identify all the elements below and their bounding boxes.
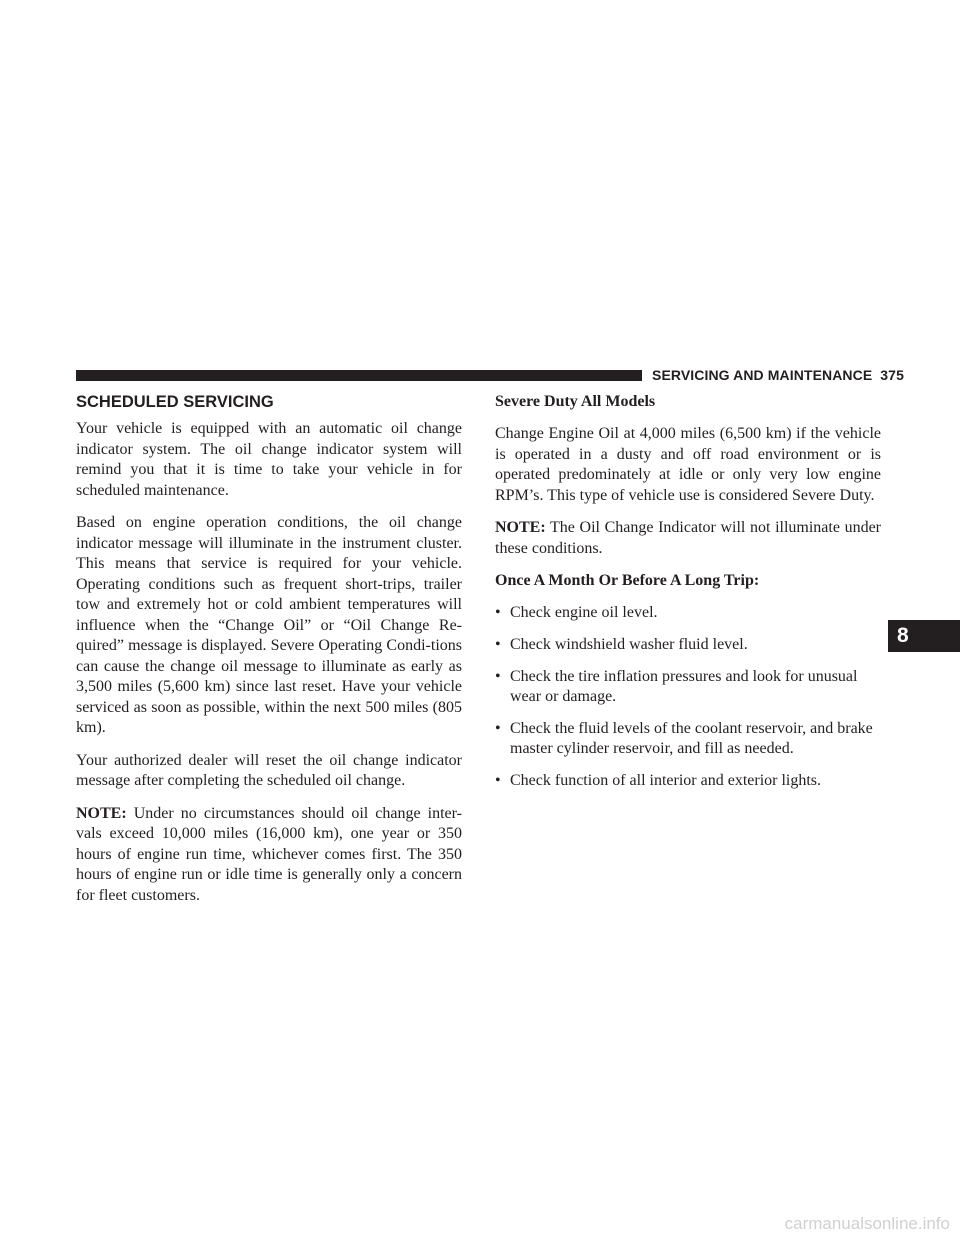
bullet-icon: •	[495, 636, 501, 653]
list-item	[495, 771, 881, 791]
bullet-icon: •	[495, 772, 501, 789]
right-column	[495, 392, 881, 803]
severe-duty-heading: Severe Duty All Models	[495, 393, 656, 410]
list-item	[495, 635, 881, 655]
bullet-icon: •	[495, 668, 501, 685]
list-item-text: Check the tire inflation pressures and look for unusual wear or damage.	[510, 668, 858, 705]
bullet-icon: •	[495, 720, 501, 737]
indicator-note	[495, 518, 881, 559]
note-text: The Oil Change Indicator will not illuminate under these conditions.	[495, 519, 881, 557]
list-item-text: Check the fluid levels of the coolant reservoir, and brake master cylinder reservoir, and fill as needed.	[510, 720, 873, 757]
list-item-text: Check function of all interior and exterior lights.	[510, 772, 822, 789]
interval-note	[76, 804, 462, 907]
chapter-tab: 8	[888, 620, 960, 652]
list-item-text: Check windshield washer fluid level.	[510, 636, 748, 653]
left-column	[76, 392, 462, 918]
monthly-check-list	[495, 603, 881, 791]
monthly-check-heading: Once A Month Or Before A Long Trip:	[495, 572, 760, 589]
dealer-reset-paragraph: Your authorized dealer will reset the oil change indicator message after completing the scheduled oil change.	[76, 751, 462, 789]
intro-paragraph: Your vehicle is equipped with an automatic oil change indicator system. The oil change indicator system will remind you that it is time to take your vehicle in for scheduled maintenance.	[76, 420, 462, 499]
section-title: SCHEDULED SERVICING	[76, 393, 274, 411]
list-item	[495, 719, 881, 759]
note-label: NOTE:	[76, 804, 127, 822]
list-item	[495, 603, 881, 623]
note-label: NOTE:	[495, 519, 546, 536]
header-rule	[76, 370, 642, 381]
page-number: 375	[880, 367, 904, 383]
note-text: Under no circumstances should oil change inter-vals exceed 10,000 miles (16,000 km), one year or 350 hours of engine run time, whichever comes first. The 350 hours of engine run or idle time is generally only a concern for fleet customers.	[76, 804, 462, 904]
section-name: SERVICING AND MAINTENANCE	[652, 367, 873, 383]
bullet-icon: •	[495, 604, 501, 621]
running-header	[652, 367, 904, 383]
watermark: carmanualsonline.info	[784, 1214, 950, 1233]
severe-duty-paragraph: Change Engine Oil at 4,000 miles (6,500 km) if the vehicle is operated in a dusty and off road environment or is operated predominately at idle or only very low engine RPM’s. This type of vehicle use is considered Severe Duty.	[495, 425, 881, 504]
list-item	[495, 667, 881, 707]
list-item-text: Check engine oil level.	[510, 604, 658, 621]
conditions-paragraph: Based on engine operation conditions, the oil change indicator message will illuminate in the instrument cluster. This means that service is required for your vehicle. Operating conditions such as frequent short-trips, trailer tow and extremely hot or cold ambient temperatures will influence when the “Change Oil” or “Oil Change Re-quired” message is displayed. Severe Operating Condi-tions can cause the change oil message to illuminate as early as 3,500 miles (5,600 km) since last reset. Have your vehicle serviced as soon as possible, within the next 500 miles (805 km).	[76, 514, 462, 736]
